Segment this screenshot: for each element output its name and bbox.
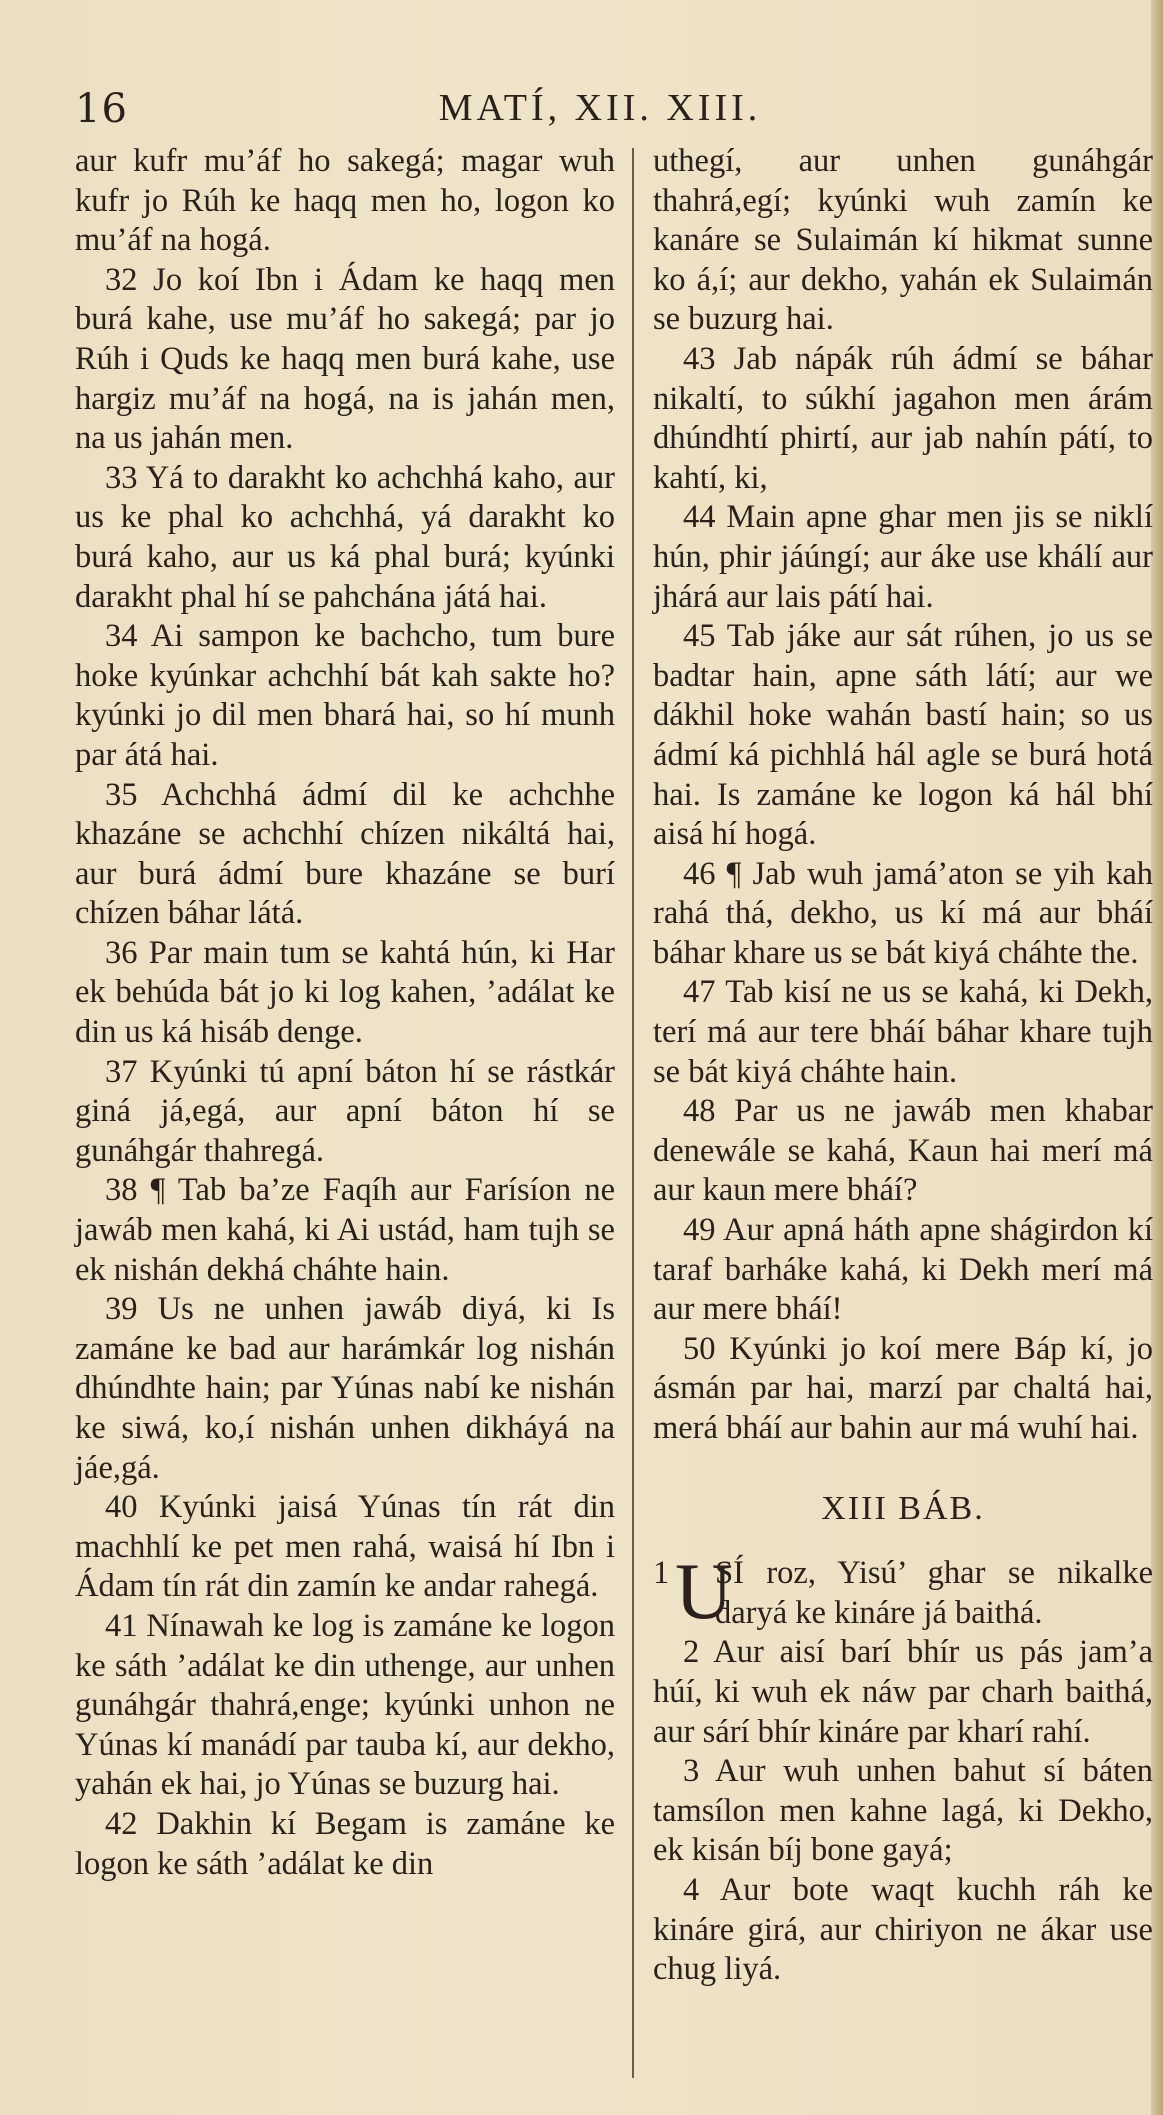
verse-paragraph: 32 Jo koí Ibn i Ádam ke haqq men burá kahe, use mu’áf ho sakegá; par jo Rúh i Quds ke haqq men burá kahe, use hargiz mu’áf na hogá, na is jahán men, na us jahán men.: [75, 261, 615, 457]
left-column: [75, 142, 615, 1884]
verse-paragraph: 45 Tab jáke aur sát rúhen, jo us se badtar hain, apne sáth látí; aur we dákhil hoke wahán bastí hain; so us ádmí ká pichhlá hál agle se burá hotá hai. Is zamáne ke logon ká hál bhí aisá hí hogá.: [653, 618, 1153, 853]
verse-paragraph: 43 Jab nápák rúh ádmí se báhar nikaltí, to súkhí jagahon men árám dhúndhtí phirtí, aur jab nahín pátí, to kahtí, ki,: [653, 340, 1153, 496]
verse-paragraph: 3 Aur wuh unhen bahut sí báten tamsílon men kahne lagá, ki Dekho, ek kisán bíj bone gayá;: [653, 1753, 1153, 1869]
verse-paragraph: 47 Tab kisí ne us se kahá, ki Dekh, terí má aur tere bháí báhar khare tujh se bát kiyá cháhte hain.: [653, 974, 1153, 1090]
verse-paragraph: 49 Aur apná háth apne shágirdon kí taraf barháke kahá, ki Dekh merí má aur mere bháí!: [653, 1212, 1153, 1328]
verse-paragraph: 46 ¶ Jab wuh jamá’aton se yih kah rahá thá, dekho, us kí má aur bháí báhar khare us se bát kiyá cháhte the.: [653, 855, 1153, 971]
verse-paragraph: uthegí, aur unhen gunáhgár thahrá,egí; kyúnki wuh zamín ke kanáre se Sulaimán kí hikmat sunne ko á,í; aur dekho, yahán ek Sulaimán se buzurg hai.: [653, 143, 1153, 338]
verse-paragraph: 35 Achchhá ádmí dil ke achchhe khazáne se achchhí chízen nikáltá hai, aur burá ádmí bure khazáne se burí chízen báhar látá.: [75, 776, 615, 932]
verse-paragraph: 44 Main apne ghar men jis se niklí hún, phir jáúngí; aur áke use khálí aur jhárá aur lais pátí hai.: [653, 499, 1153, 615]
verse-paragraph: 2 Aur aisí barí bhír us pás jam’a húí, ki wuh ek náw par charh baithá, aur sárí bhír kináre par kharí rahí.: [653, 1634, 1153, 1750]
verse-paragraph: 41 Nínawah ke log is zamáne ke logon ke sáth ’adálat ke din uthenge, aur unhen gunáhgár thahrá,enge; kyúnki unhon ne Yúnas kí manádí par tauba kí, aur dekho, yahán ek hai, jo Yúnas se buzurg hai.: [75, 1607, 615, 1803]
verse-paragraph: 34 Ai sampon ke bachcho, tum bure hoke kyúnkar achchhí bát kah sakte ho? kyúnki jo dil men bhará hai, so hí munh par átá hai.: [75, 618, 615, 773]
column-divider: [632, 148, 634, 2078]
page-header: [75, 86, 1125, 142]
right-column: [653, 142, 1153, 1990]
verse-paragraph: 48 Par us ne jawáb men khabar denewále se kahá, Kaun hai merí má aur kaun mere bháí?: [653, 1093, 1153, 1209]
verse-paragraph: 39 Us ne unhen jawáb diyá, ki Is zamáne ke bad aur harámkár log nishán dhúndhte hain; par Yúnas nabí ke nishán ke siwá, ko,í nishán unhen dikháyá na jáe,gá.: [75, 1291, 615, 1486]
verse-paragraph: 33 Yá to darakht ko achchhá kaho, aur us ke phal ko achchhá, yá darakht ko burá kaho, aur us ká phal burá; kyúnki darakht phal hí se pahchána játá hai.: [75, 459, 615, 615]
verse-paragraph: 40 Kyúnki jaisá Yúnas tín rát din machhlí ke pet men rahá, waisá hí Ibn i Ádam tín rát din zamín ke andar rahegá.: [75, 1489, 615, 1605]
chapter-heading: XIII BÁB.: [821, 1489, 985, 1527]
verse-paragraph: 37 Kyúnki tú apní báton hí se rástkár giná já,egá, aur apní báton hí se gunáhgár thahregá.: [75, 1053, 615, 1169]
verse-paragraph: 38 ¶ Tab ba’ze Faqíh aur Farísíon ne jawáb men kahá, ki Ai ustád, ham tujh se ek nishán dekhá cháhte hain.: [75, 1172, 615, 1288]
verse-paragraph: 4 Aur bote waqt kuchh ráh ke kináre girá, aur chiriyon ne ákar use chug liyá.: [653, 1871, 1153, 1988]
drop-cap-letter: U: [675, 1548, 733, 1637]
chapter-first-verse: [653, 1548, 1153, 1637]
first-verse-text: SÍ roz, Yisú’ ghar se nikalke daryá ke kináre já baithá.: [715, 1555, 1153, 1631]
verse-paragraph: 42 Dakhin kí Begam is zamáne ke logon ke sáth ’adálat ke din: [75, 1805, 615, 1882]
verse-paragraph: 50 Kyúnki jo koí mere Báp kí, jo ásmán par hai, marzí par chaltá hai, merá bháí aur bahin aur má wuhí hai.: [653, 1330, 1153, 1446]
verse-number: 1: [653, 1555, 670, 1592]
running-title: MATÍ, XII. XIII.: [438, 87, 762, 129]
page-number: 16: [75, 86, 128, 132]
verse-paragraph: aur kufr mu’áf ho sakegá; magar wuh kufr jo Rúh ke haqq men ho, logon ko mu’áf na hogá.: [75, 143, 615, 259]
verse-paragraph: 36 Par main tum se kahtá hún, ki Har ek behúda bát jo ki log kahen, ’adálat ke din us ká hisáb denge.: [75, 934, 615, 1051]
